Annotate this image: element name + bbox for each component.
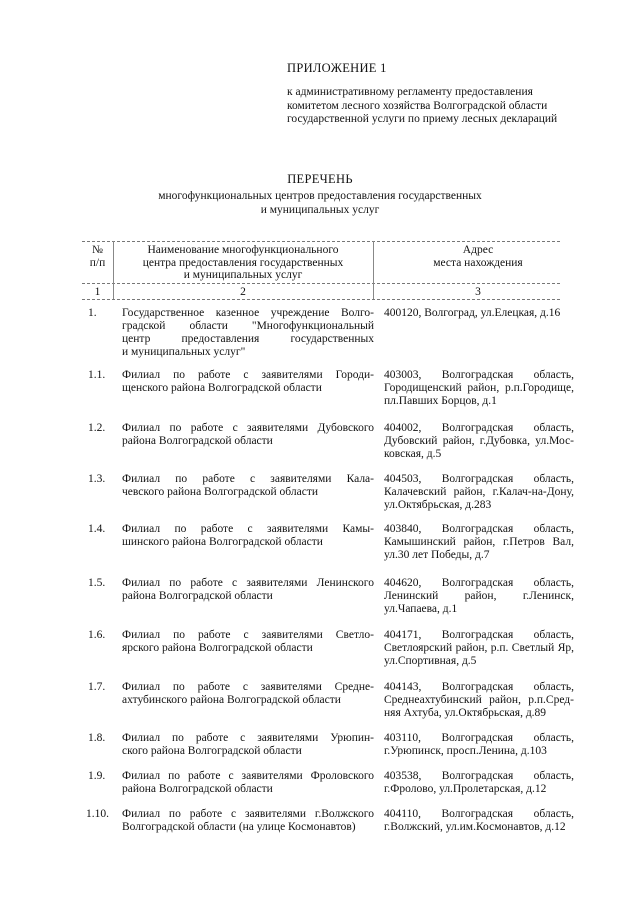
header-name [113, 244, 373, 282]
row-address [384, 422, 574, 461]
row-name [122, 629, 374, 655]
row-address-line: 404620, Волгоградская область, [384, 577, 574, 589]
row-address-line: 403840, Волгоградская область, [384, 523, 574, 535]
appendix-line: комитетом лесного хозяйства Волгоградской области [287, 99, 548, 112]
header-number-line: п/п [89, 256, 106, 269]
row-name-line: Филиал по работе с заявителями Урюпин- [122, 732, 374, 744]
row-address [384, 808, 574, 834]
row-address-line: Камышинский район, г.Петров Вал, [384, 536, 574, 548]
row-address [384, 577, 574, 616]
row-name-line: чевского района Волгоградской области [122, 486, 318, 498]
list-title: ПЕРЕЧЕНЬ [287, 172, 353, 186]
list-subtitle [150, 190, 490, 217]
row-name-line: ского района Волгоградской области [122, 745, 302, 757]
row-name-line: Филиал по работе с заявителями Городи- [122, 369, 374, 381]
row-name-line: Филиал по работе с заявителями Светло- [122, 629, 374, 641]
row-name [122, 473, 374, 499]
column-number-1: 1 [94, 286, 101, 298]
list-subtitle-line: и муниципальных услуг [260, 203, 380, 216]
row-number: 1.2. [88, 422, 106, 434]
row-number: 1.7. [88, 681, 106, 693]
row-address-line: 403003, Волгоградская область, [384, 369, 574, 381]
row-name-line: Филиал по работе с заявителями г.Волжского [122, 808, 374, 820]
row-number: 1.5. [88, 577, 106, 589]
row-address-line: Среднеахтубинский район, р.п.Сред- [384, 694, 574, 706]
row-address-line: няя Ахтуба, ул.Октябрьская, д.89 [384, 707, 547, 719]
row-address [384, 629, 574, 668]
row-address [384, 369, 574, 408]
list-subtitle-line: многофункциональных центров предоставления государственных [158, 190, 482, 202]
row-address [384, 770, 574, 796]
row-name-line: ахтубинского района Волгоградской области [122, 694, 341, 706]
row-address-line: 403538, Волгоградская область, [384, 770, 574, 782]
row-name [122, 422, 374, 448]
row-name [122, 523, 374, 549]
row-name-line: района Волгоградской области [122, 783, 273, 795]
row-name-line: района Волгоградской области [122, 590, 273, 602]
row-number: 1.6. [88, 629, 106, 641]
appendix-line: к административному регламенту предоставления [287, 86, 533, 98]
header-address-line: Адрес [462, 244, 494, 256]
appendix-description [287, 86, 587, 127]
row-name-line: Филиал по работе с заявителями Фроловского [122, 770, 374, 782]
row-name-line: района Волгоградской области [122, 435, 273, 447]
row-address-line: г.Фролово, ул.Пролетарская, д.12 [384, 783, 547, 795]
row-name-line: Филиал по работе с заявителями Средне- [122, 681, 374, 693]
row-address [384, 732, 574, 758]
table-header-top-rule [82, 241, 560, 242]
row-address-line: 400120, Волгоград, ул.Елецкая, д.16 [384, 307, 561, 319]
row-address-line: ул.Октябрьская, д.283 [384, 499, 492, 511]
row-name-line: центр предоставления государственных [122, 333, 374, 345]
row-address-line: ул.Спортивная, д.5 [384, 655, 477, 667]
row-address-line: г.Урюпинск, просп.Ленина, д.103 [384, 745, 547, 757]
row-name-line: ярского района Волгоградской области [122, 642, 313, 654]
header-name-line: Наименование многофункционального [147, 244, 339, 256]
row-name [122, 577, 374, 603]
row-address-line: ковская, д.5 [384, 448, 442, 460]
row-address-line: Светлоярский район, р.п. Светлый Яр, [384, 642, 574, 654]
row-name-line: щенского района Волгоградской области [122, 382, 322, 394]
column-number-2: 2 [240, 286, 246, 298]
row-address-line: ул.Чапаева, д.1 [384, 603, 458, 615]
row-address-line: 404143, Волгоградская область, [384, 681, 574, 693]
table-header-bottom-rule [82, 299, 560, 300]
column-number-3: 3 [475, 286, 481, 298]
header-number-line: № [92, 244, 103, 256]
row-address-line: 404110, Волгоградская область, [384, 808, 574, 820]
row-address-line: Городищенский район, р.п.Городище, [384, 382, 574, 394]
row-number: 1.3. [88, 473, 106, 485]
header-name-line: и муниципальных услуг [183, 269, 303, 281]
row-address-line: 403110, Волгоградская область, [384, 732, 574, 744]
row-number: 1.1. [88, 369, 106, 381]
header-address [373, 244, 583, 269]
row-name-line: Волгоградской области (на улице Космонавтов) [122, 821, 356, 833]
row-name [122, 307, 374, 359]
row-address-line: г.Волжский, ул.им.Космонавтов, д.12 [384, 821, 566, 833]
row-name-line: Филиал по работе с заявителями Ленинского [122, 577, 374, 589]
row-name-line: Филиал по работе с заявителями Кала- [122, 473, 374, 485]
header-number [82, 244, 113, 269]
appendix-line: государственной услуги по приему лесных деклараций [287, 113, 558, 125]
row-number: 1.10. [86, 808, 109, 820]
row-address-line: Дубовский район, г.Дубовка, ул.Мос- [384, 435, 574, 447]
row-number: 1. [88, 307, 97, 319]
row-address [384, 307, 574, 320]
row-address [384, 523, 574, 562]
row-name-line: и муниципальных услуг" [122, 346, 246, 358]
header-address-line: места нахождения [433, 256, 523, 269]
row-name [122, 732, 374, 758]
row-address-line: 404171, Волгоградская область, [384, 629, 574, 641]
row-name-line: градской области "Многофункциональный [122, 320, 374, 332]
row-address-line: Ленинский район, г.Ленинск, [384, 590, 574, 602]
row-address [384, 473, 574, 512]
row-name [122, 369, 374, 395]
appendix-title: ПРИЛОЖЕНИЕ 1 [287, 61, 387, 75]
row-address-line: 404503, Волгоградская область, [384, 473, 574, 485]
row-address-line: ул.30 лет Победы, д.7 [384, 549, 490, 561]
row-name [122, 681, 374, 707]
row-address-line: пл.Павших Борцов, д.1 [384, 395, 497, 407]
table-header-mid-rule [82, 283, 560, 284]
row-name-line: Государственное казенное учреждение Волго- [122, 307, 374, 319]
row-name [122, 808, 374, 834]
row-number: 1.4. [88, 523, 106, 535]
row-name-line: Филиал по работе с заявителями Дубовского [122, 422, 374, 434]
row-name-line: Филиал по работе с заявителями Камы- [122, 523, 374, 535]
row-number: 1.9. [88, 770, 106, 782]
row-name-line: шинского района Волгоградской области [122, 536, 323, 548]
row-name [122, 770, 374, 796]
row-address-line: Калачевский район, г.Калач-на-Дону, [384, 486, 574, 498]
row-address [384, 681, 574, 720]
row-address-line: 404002, Волгоградская область, [384, 422, 574, 434]
row-number: 1.8. [88, 732, 106, 744]
header-name-line: центра предоставления государственных [142, 256, 344, 269]
